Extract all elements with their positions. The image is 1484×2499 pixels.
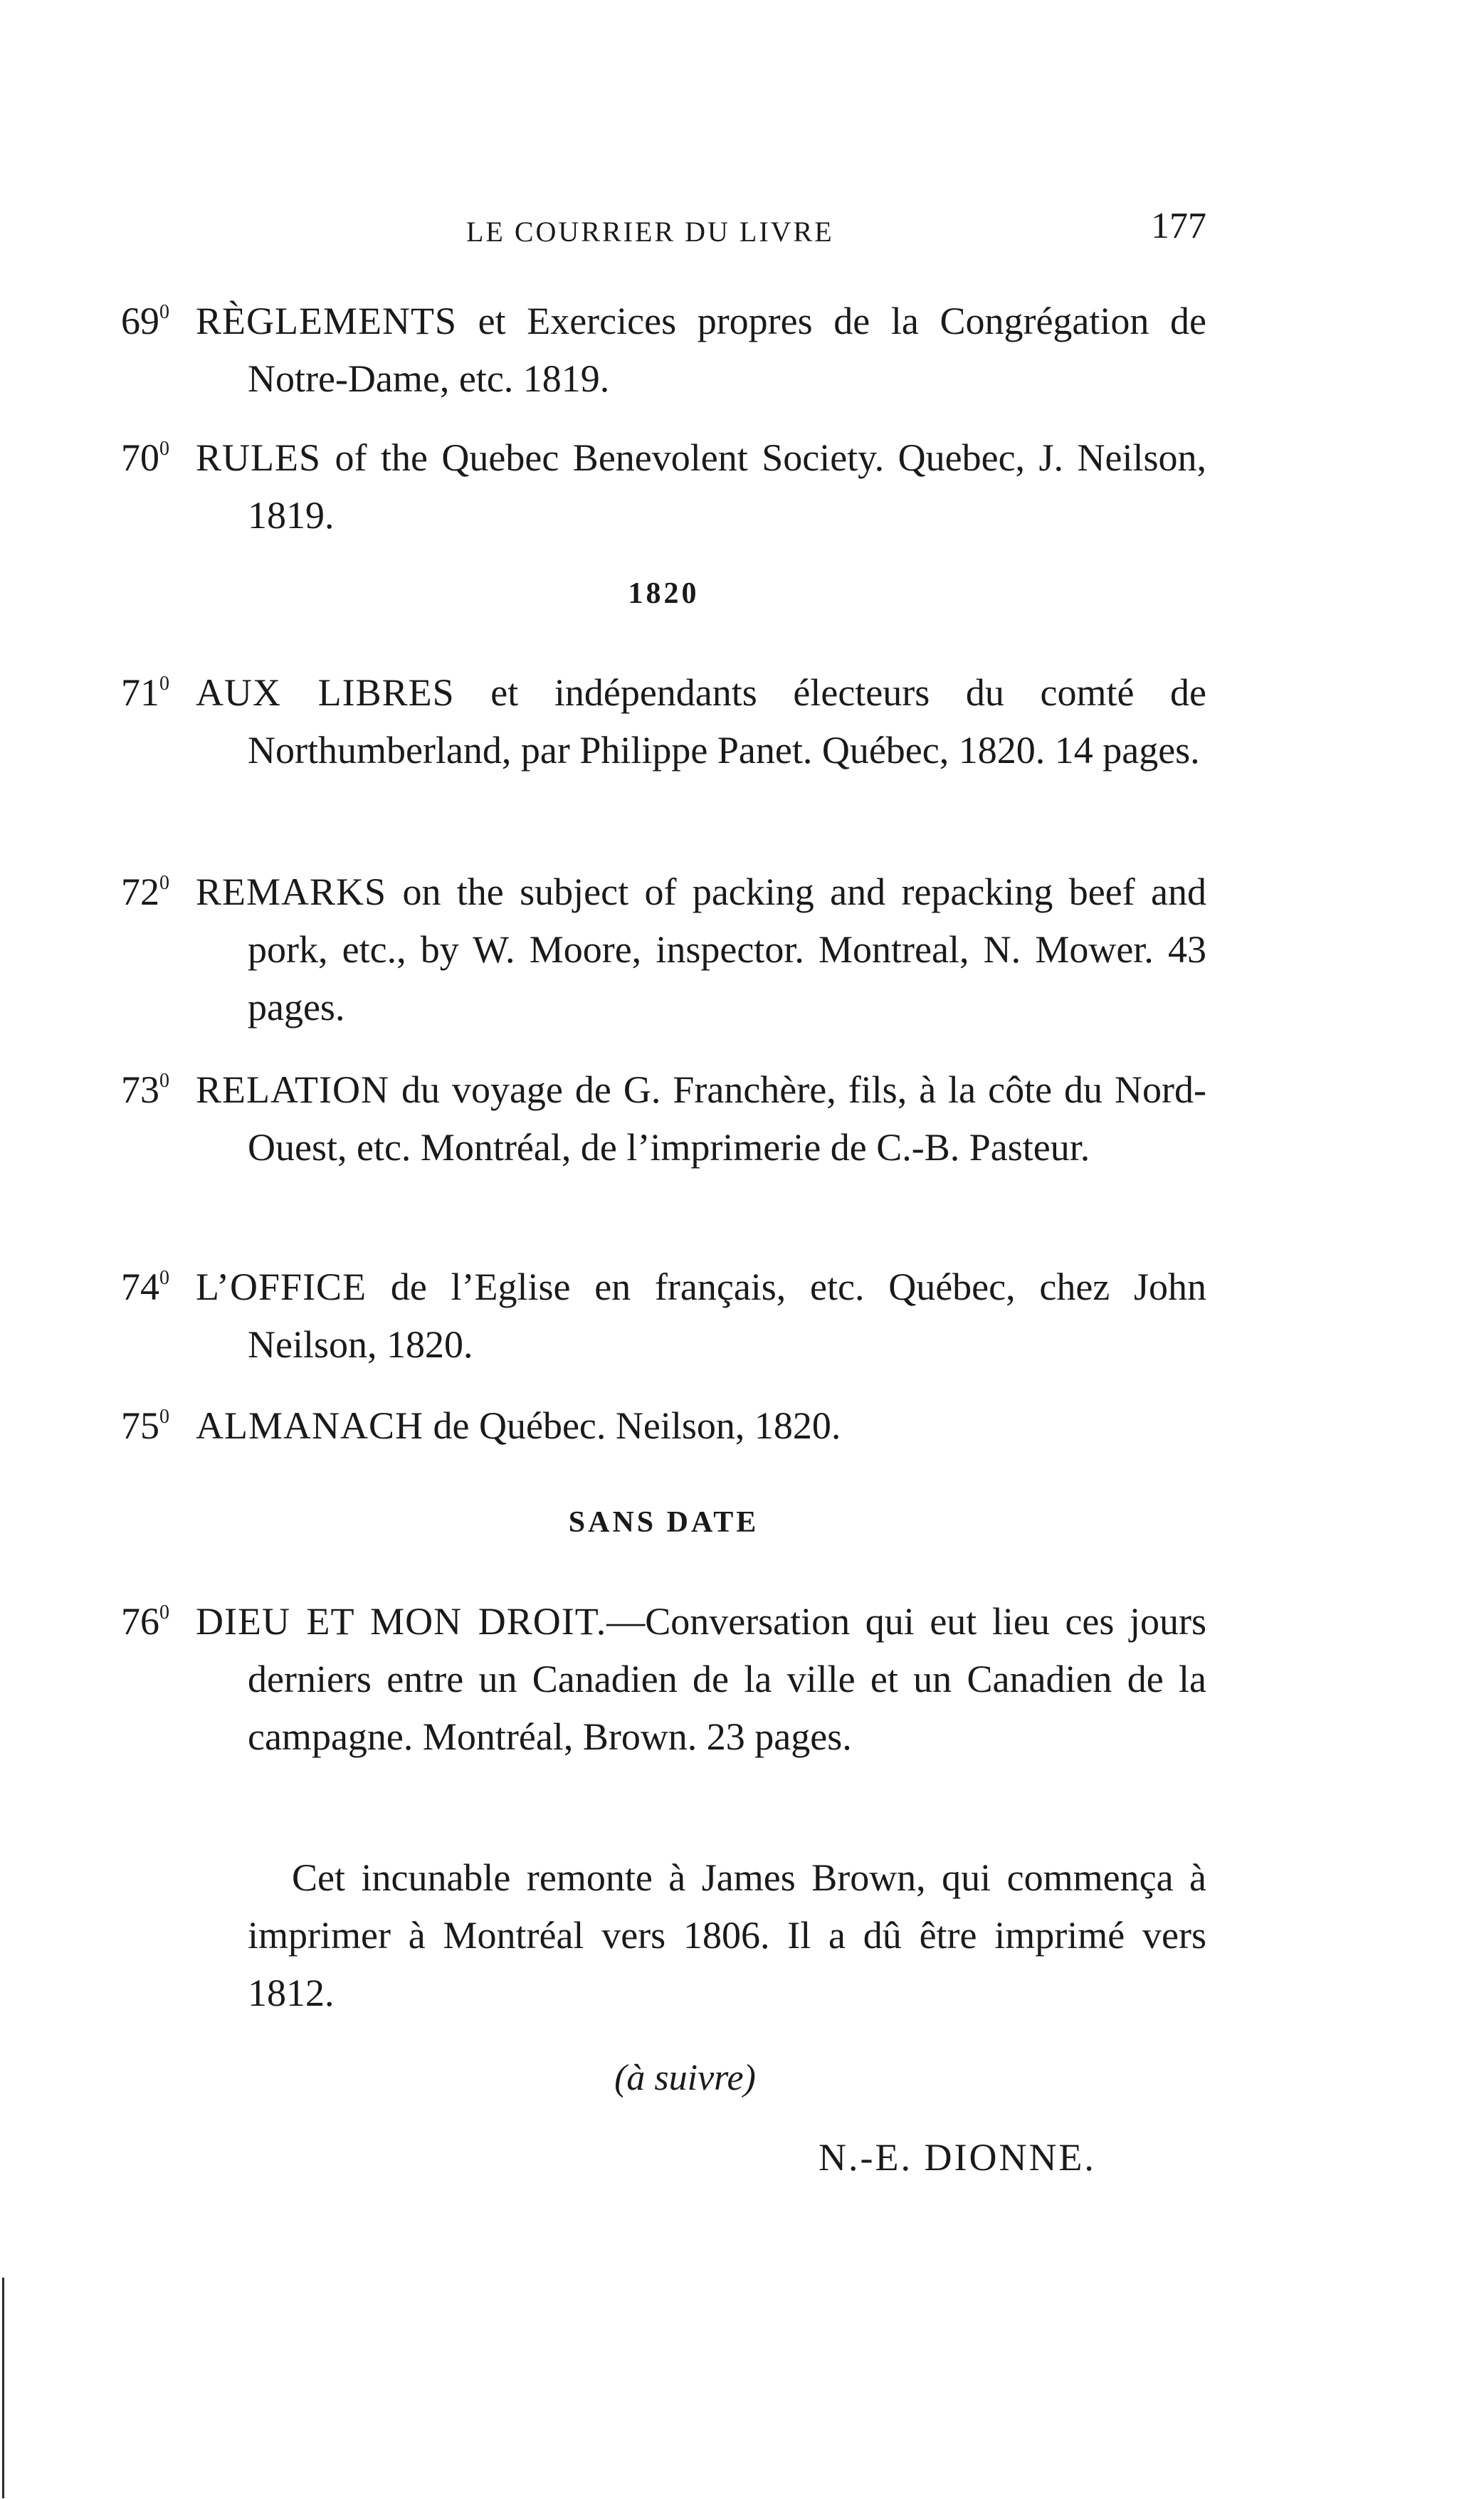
entry-text: de Québec. Neilson, 1820. bbox=[433, 1404, 841, 1447]
entry-text: du voyage de G. Franchère, fils, à la côte du Nord-Ouest, etc. Montréal, de l’imprimerie de C.-B. Pasteur. bbox=[248, 1068, 1206, 1169]
page-header bbox=[466, 205, 1206, 255]
entry-75 bbox=[121, 1388, 1206, 1455]
entry-72 bbox=[121, 854, 1206, 1036]
entry-74 bbox=[121, 1249, 1206, 1374]
entry-note: Cet incunable remonte à James Brown, qui commença à imprimer à Montréal vers 1806. Il a dû être imprimé vers 1812. bbox=[248, 1856, 1206, 2014]
entry-76 bbox=[121, 1584, 1206, 1766]
entry-73 bbox=[121, 1052, 1206, 1177]
entry-title: RULES bbox=[196, 436, 322, 479]
entry-title: AUX LIBRES bbox=[196, 671, 455, 714]
entry-title: DIEU ET MON DROIT. bbox=[196, 1600, 607, 1643]
entry-number: $69^0$ bbox=[121, 300, 169, 342]
entry-number: $76^0$ bbox=[121, 1600, 169, 1643]
entry-text: et indépendants électeurs du comté de Northumberland, par Philippe Panet. Québec, 1820. 14 pages. bbox=[248, 671, 1207, 772]
entry-title: ALMANACH bbox=[196, 1404, 424, 1447]
entry-text: of the Quebec Benevolent Society. Quebec, J. Neilson, 1819. bbox=[248, 436, 1206, 537]
entry-number: $74^0$ bbox=[121, 1266, 169, 1308]
section-heading-sans-date: SANS DATE bbox=[568, 1506, 759, 1539]
entry-text: de l’Eglise en français, etc. Québec, chez John Neilson, 1820. bbox=[248, 1266, 1207, 1366]
entry-text: on the subject of packing and repacking beef and pork, etc., by W. Moore, inspector. Montreal, N. Mower. 43 pages. bbox=[248, 870, 1206, 1028]
entry-text: —Conversation qui eut lieu ces jours derniers entre un Canadien de la ville et un Canadien de la campagne. Montréal, Brown. 23 pages. bbox=[248, 1600, 1206, 1758]
entry-number: $73^0$ bbox=[121, 1068, 169, 1111]
author-signature: N.-E. DIONNE. bbox=[819, 2136, 1096, 2179]
entry-title: RÈGLEMENTS bbox=[196, 300, 457, 342]
entry-71 bbox=[121, 655, 1206, 779]
entry-number: $71^0$ bbox=[121, 671, 169, 714]
continuation-note: (à suivre) bbox=[614, 2058, 756, 2098]
section-heading-1820: 1820 bbox=[628, 577, 700, 610]
entry-text: et Exercices propres de la Congrégation de Notre-Dame, etc. 1819. bbox=[248, 300, 1206, 400]
entry-69 bbox=[121, 283, 1206, 408]
entry-title: REMARKS bbox=[196, 870, 387, 913]
entry-title: RELATION bbox=[196, 1068, 389, 1111]
margin-rule bbox=[2, 2278, 4, 2498]
entry-70 bbox=[121, 420, 1206, 544]
entry-number: $70^0$ bbox=[121, 436, 169, 479]
entry-title: L’OFFICE bbox=[196, 1266, 367, 1308]
entry-number: $75^0$ bbox=[121, 1404, 169, 1447]
running-head: LE COURRIER DU LIVRE bbox=[466, 216, 834, 248]
entry-number: $72^0$ bbox=[121, 870, 169, 913]
page-number: 177 bbox=[1151, 206, 1206, 246]
